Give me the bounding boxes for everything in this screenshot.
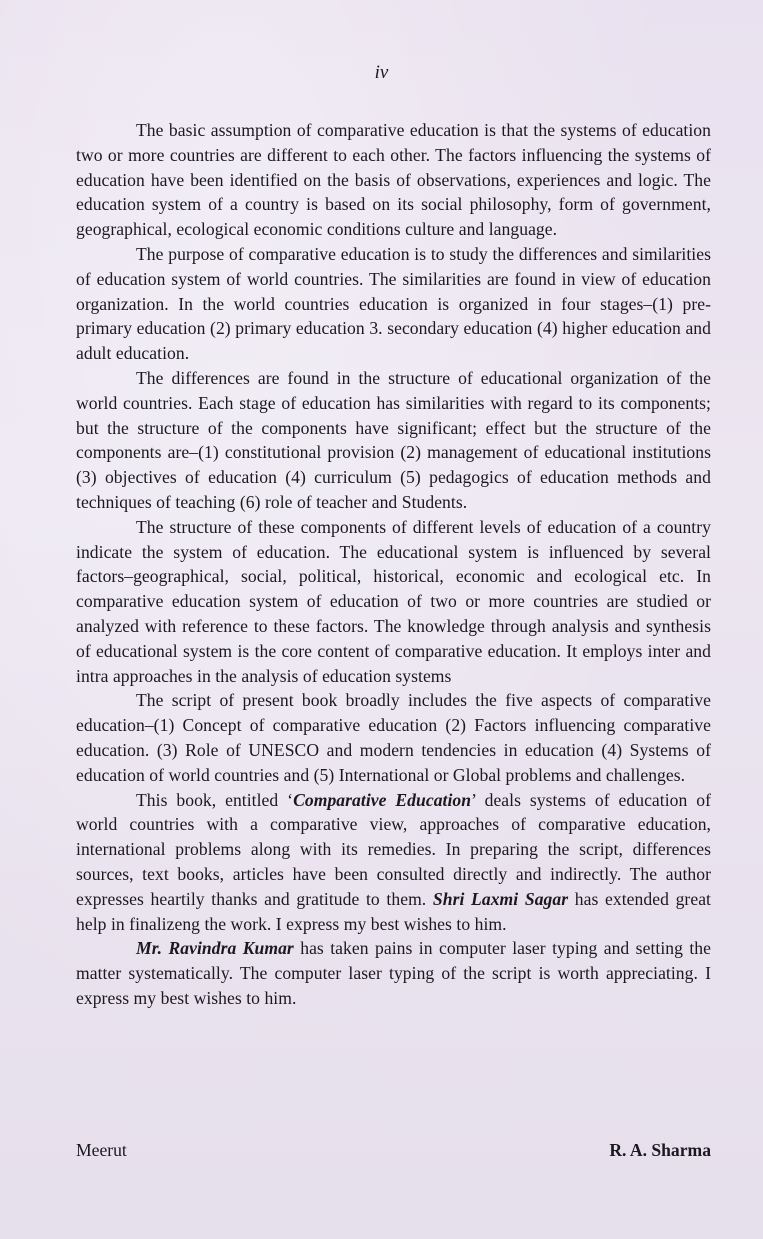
text-run: ’ deals systems of education of world countries with a comparative view, approaches of comparative education, international problems along with its remedies. In preparing the script, differences sources, text books, articles have been consulted directly and indirectly. The author expresses heartily thanks and gratitude to them. — [76, 789, 712, 909]
place: Meerut — [76, 1140, 127, 1160]
paragraph: The structure of these components of different levels of education of a country indicate the system of education. The educational system is influenced by several factors–geographical, social, political, historical, economic and ecological etc. In comparative education system of education of two or more countries are studied or analyzed with reference to these factors. The knowledge through analysis and synthesis of educational system is the core content of comparative education. It employs inter and intra approaches in the analysis of education systems — [76, 516, 711, 686]
paragraph: The purpose of comparative education is to study the differences and similarities of education system of world countries. The similarities are found in view of education organization. In the world countries education is organized in four stages–(1) pre-primary education (2) primary education 3. secondary education (4) higher education and adult education. — [76, 243, 711, 364]
text-run: This book, entitled ‘ — [136, 789, 294, 810]
person-name: Shri Laxmi Sagar — [432, 888, 569, 909]
paragraph: The script of present book broadly includes the five aspects of comparative education–(1) Concept of comparative education (2) Factors influencing comparative education. (3) Role of UNESCO and modern tendencies in education (4) Systems of education of world countries and (5) International or Global problems and challenges. — [76, 690, 711, 785]
author-name: R. A. Sharma — [609, 1140, 711, 1160]
person-name: Mr. Ravindra Kumar — [136, 938, 294, 959]
text-run: has extended great help in finalizeng the work. I express my best wishes to him. — [76, 888, 711, 934]
preface-body — [76, 118, 711, 1011]
book-title: Comparative Education — [293, 789, 472, 810]
paragraph: The differences are found in the structure of educational organization of the world countries. Each stage of education has similarities with regard to its components; but the structure of the components have significant; effect but the structure of the components are–(1) constitutional provision (2) management of educational institutions (3) objectives of education (4) curriculum (5) pedagogics of education methods and techniques of teaching (6) role of teacher and Students. — [76, 367, 711, 512]
page-number: iv — [374, 62, 389, 83]
paragraph — [76, 936, 711, 1010]
text-run: has taken pains in computer laser typing and setting the matter systematically. The computer laser typing of the script is worth appreciating. I express my best wishes to him. — [76, 938, 711, 1008]
paragraph — [76, 788, 711, 937]
paragraph: The basic assumption of comparative education is that the systems of education two or more countries are different to each other. The factors influencing the systems of education have been identified on the basis of observations, experiences and logic. The education system of a country is based on its social philosophy, form of government, geographical, ecological economic conditions culture and language. — [76, 120, 711, 240]
